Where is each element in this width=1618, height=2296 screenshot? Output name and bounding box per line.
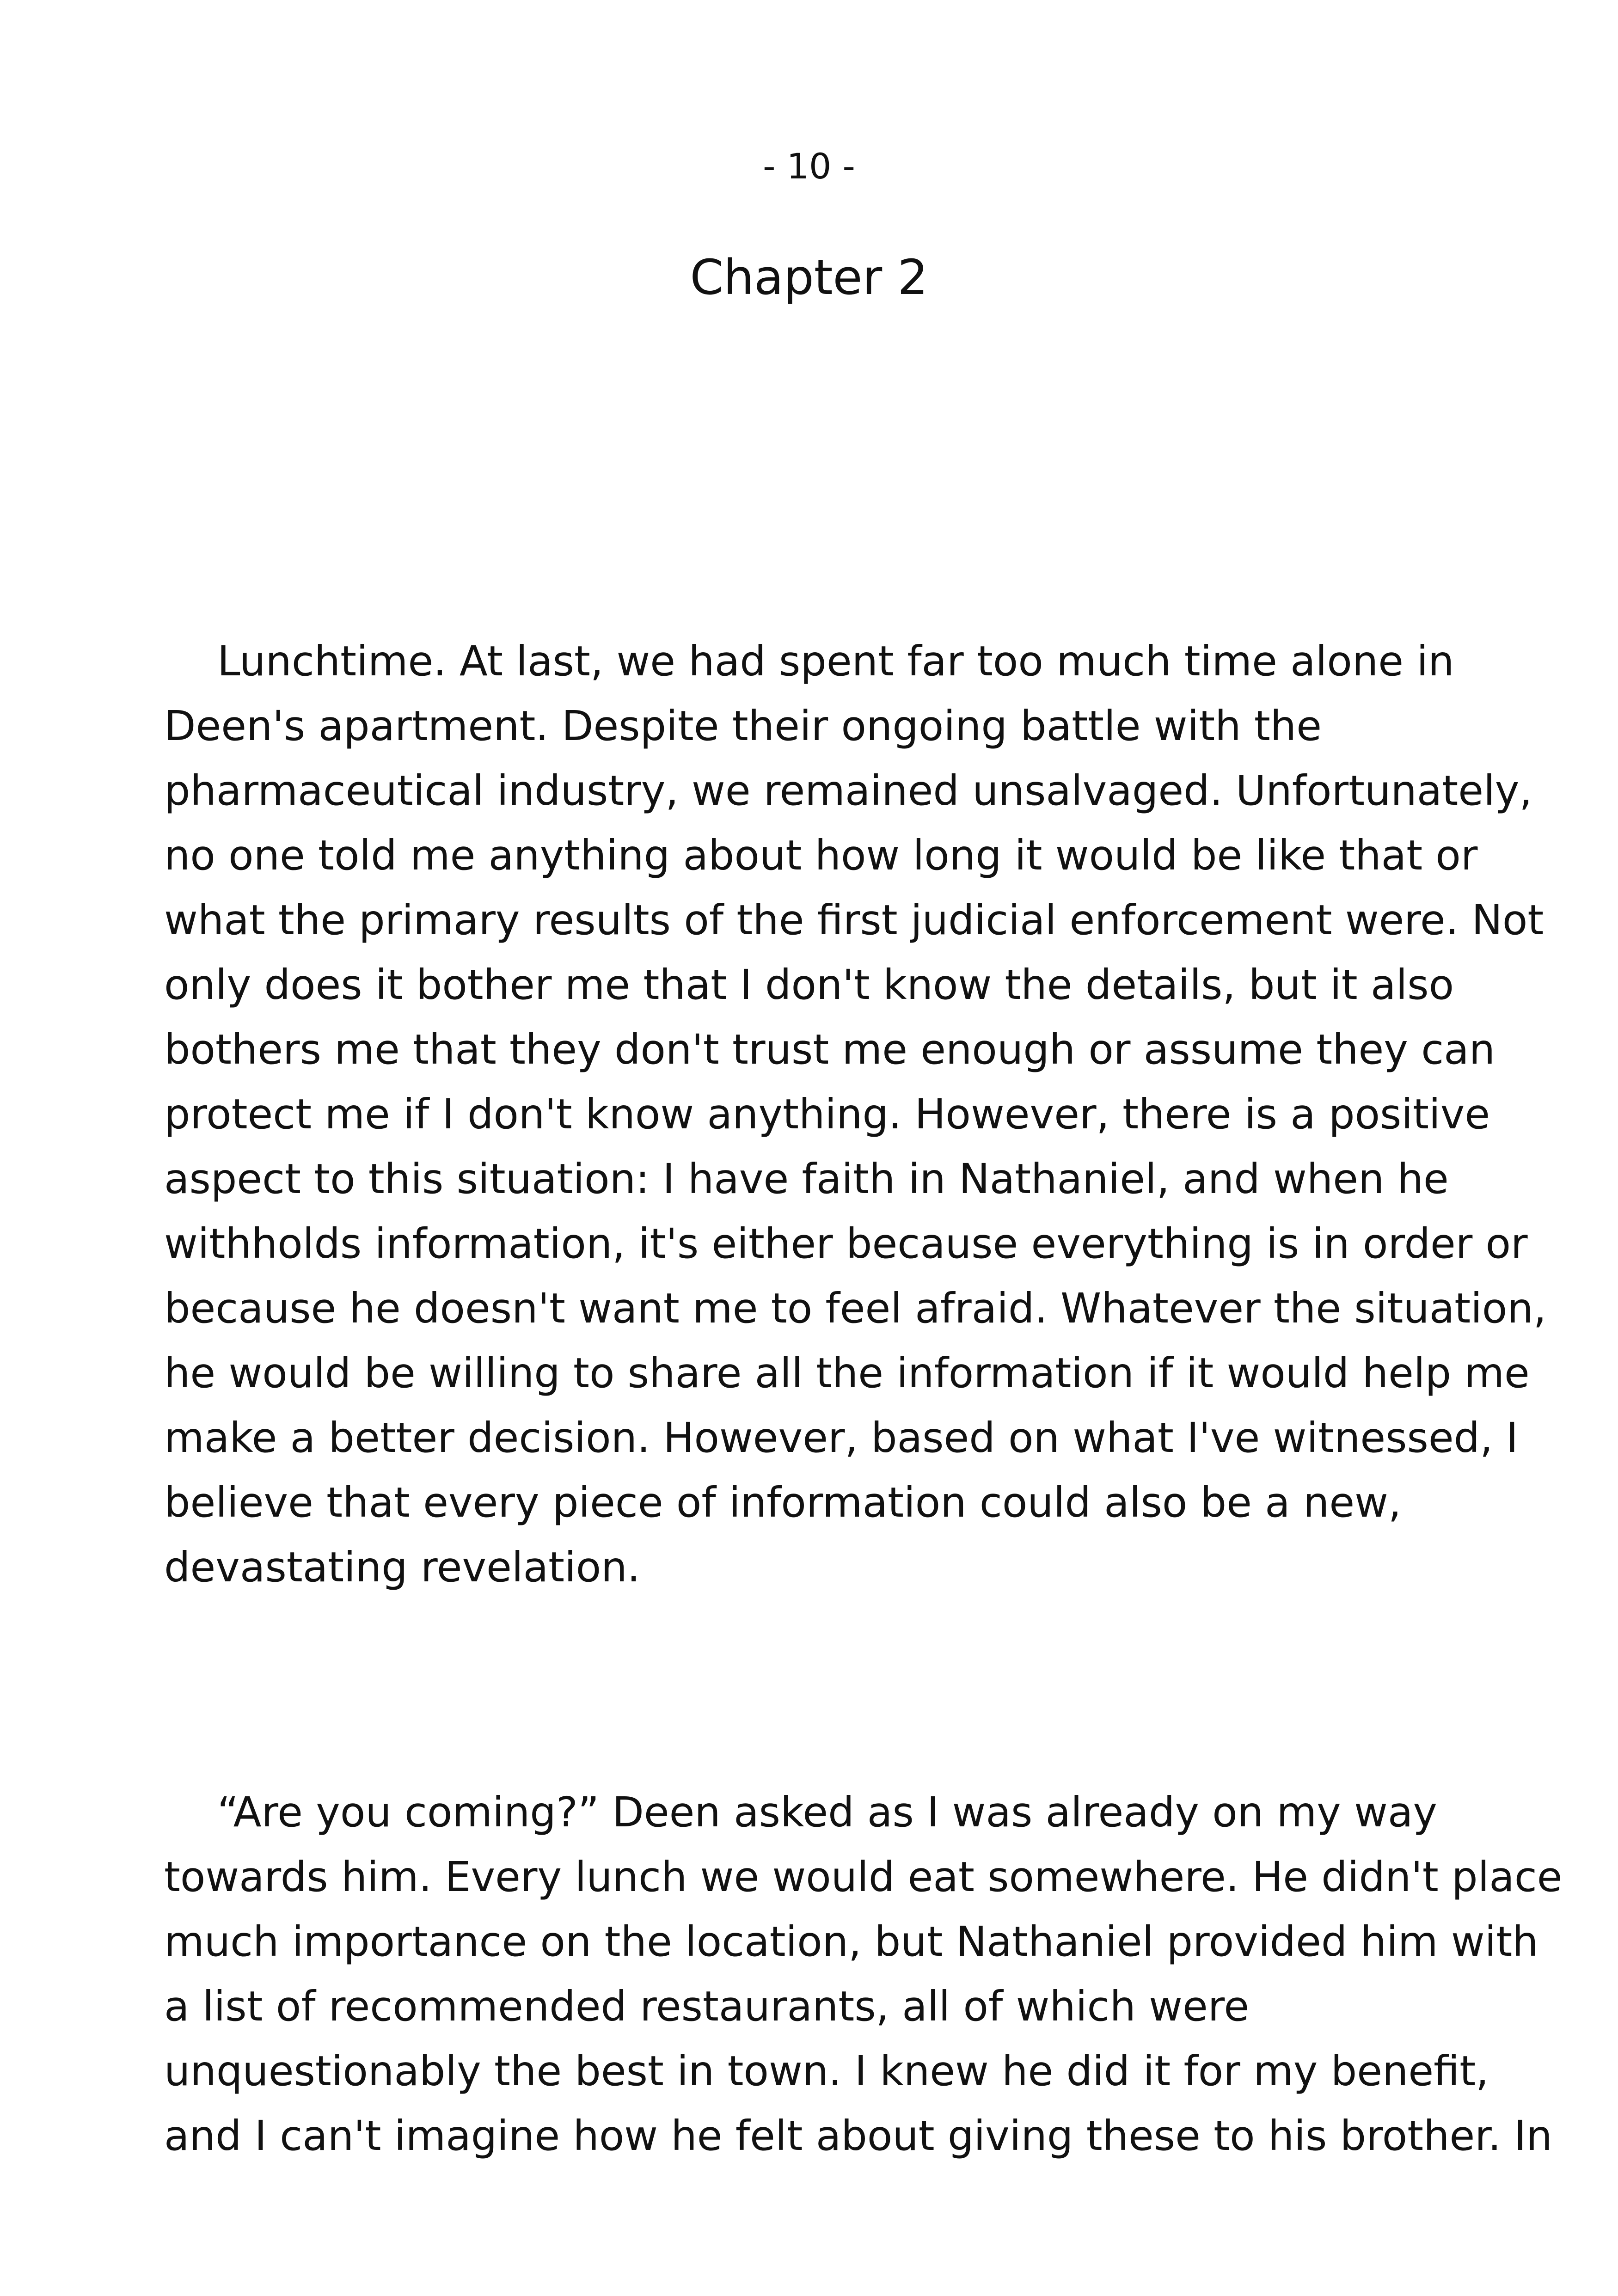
text-line: bothers me that they don't trust me enough or assume they can bbox=[164, 1025, 1495, 1073]
text-line: much importance on the location, but Nathaniel provided him with bbox=[164, 1917, 1538, 1965]
text-line: believe that every piece of information could also be a new, bbox=[164, 1478, 1402, 1526]
chapter-title: Chapter 2 bbox=[690, 249, 928, 306]
text-line: aspect to this situation: I have faith in Nathaniel, and when he bbox=[164, 1155, 1449, 1203]
text-line: towards him. Every lunch we would eat somewhere. He didn't place bbox=[164, 1853, 1563, 1901]
text-line: he would be willing to share all the information if it would help me bbox=[164, 1349, 1530, 1397]
text-line: devastating revelation. bbox=[164, 1543, 640, 1591]
paragraph-2 bbox=[164, 1780, 1563, 2168]
text-line: a list of recommended restaurants, all of which were bbox=[164, 1982, 1250, 2030]
text-line: “Are you coming?” Deen asked as I was already on my way bbox=[217, 1788, 1438, 1836]
text-line: only does it bother me that I don't know the details, but it also bbox=[164, 961, 1454, 1009]
text-line: make a better decision. However, based on what I've witnessed, I bbox=[164, 1414, 1518, 1462]
text-line: protect me if I don't know anything. However, there is a positive bbox=[164, 1090, 1490, 1138]
text-line: no one told me anything about how long it would be like that or bbox=[164, 831, 1478, 879]
page-number: - 10 - bbox=[763, 146, 855, 187]
paragraph-1 bbox=[164, 629, 1547, 1599]
text-line: because he doesn't want me to feel afraid. Whatever the situation, bbox=[164, 1284, 1547, 1332]
text-line: withholds information, it's either because everything is in order or bbox=[164, 1219, 1528, 1267]
text-line: unquestionably the best in town. I knew he did it for my benefit, bbox=[164, 2047, 1489, 2095]
text-line: Lunchtime. At last, we had spent far too much time alone in bbox=[217, 637, 1454, 685]
text-line: Deen's apartment. Despite their ongoing battle with the bbox=[164, 702, 1322, 750]
text-line: and I can't imagine how he felt about giving these to his brother. In bbox=[164, 2112, 1552, 2160]
text-line: what the primary results of the first judicial enforcement were. Not bbox=[164, 896, 1544, 944]
text-line: pharmaceutical industry, we remained unsalvaged. Unfortunately, bbox=[164, 766, 1532, 814]
